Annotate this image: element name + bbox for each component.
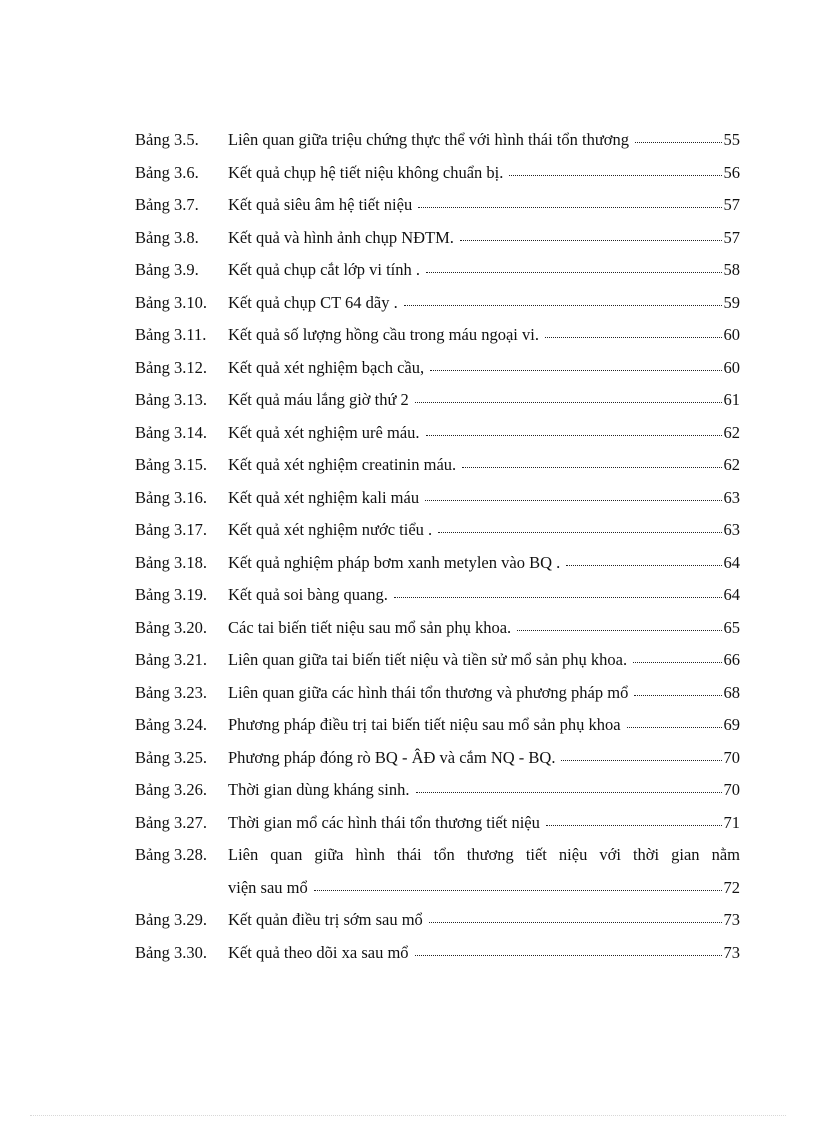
toc-page-number: 63 xyxy=(723,520,740,539)
toc-page-number: 66 xyxy=(723,650,740,669)
toc-label: Bảng 3.24. xyxy=(135,715,207,734)
toc-label: Bảng 3.12. xyxy=(135,357,207,377)
dot-leader xyxy=(394,596,722,598)
toc-label: Bảng 3.29. xyxy=(135,910,207,929)
dot-leader xyxy=(426,271,721,273)
toc-entry[interactable] xyxy=(135,717,740,750)
toc-label: Bảng 3.20. xyxy=(135,617,207,637)
toc-title: Kết quả xét nghiệm kali máu xyxy=(228,487,420,507)
toc-entry[interactable] xyxy=(135,197,740,230)
toc-label: Bảng 3.13. xyxy=(135,390,207,409)
toc-title: Kết quả theo dõi xa sau mổ xyxy=(228,942,409,962)
toc-entry[interactable] xyxy=(135,227,740,263)
toc-entry[interactable] xyxy=(135,942,740,978)
toc-entry[interactable] xyxy=(135,327,740,360)
toc-title: Kết quả và hình ảnh chụp NĐTM. xyxy=(228,227,454,247)
toc-page-number: 64 xyxy=(723,585,740,604)
toc-entry[interactable] xyxy=(135,782,740,815)
toc-label: Bảng 3.17. xyxy=(135,520,207,539)
toc-page-number: 73 xyxy=(723,910,740,929)
toc-entry[interactable] xyxy=(135,292,740,328)
toc-title: Kết quả số lượng hồng cầu trong máu ngoại vi. xyxy=(228,325,539,344)
toc-title: Thời gian dùng kháng sinh. xyxy=(228,780,410,799)
toc-title: Kết quả soi bàng quang. xyxy=(228,585,388,604)
toc-page-number: 57 xyxy=(723,227,740,247)
toc-title-continuation: viện sau mổ xyxy=(228,877,308,897)
dot-leader xyxy=(545,336,722,338)
toc-page-number: 56 xyxy=(723,162,740,182)
toc-label: Bảng 3.21. xyxy=(135,650,207,669)
toc-label: Bảng 3.27. xyxy=(135,812,207,832)
dot-leader xyxy=(462,466,721,468)
dot-leader xyxy=(429,921,722,923)
toc-entry[interactable] xyxy=(135,357,740,393)
dot-leader xyxy=(633,661,721,663)
toc-entry[interactable] xyxy=(135,652,740,685)
toc-title: Kết quả chụp cắt lớp vi tính . xyxy=(228,260,421,279)
toc-page-number: 72 xyxy=(723,877,740,897)
toc-entry[interactable] xyxy=(135,847,740,880)
toc-title: Liên quan giữa tai biến tiết niệu và tiền sử mổ sản phụ khoa. xyxy=(228,650,628,669)
toc-label: Bảng 3.19. xyxy=(135,585,207,604)
toc-page-number: 70 xyxy=(723,747,740,767)
dot-leader xyxy=(546,824,722,826)
toc-title: Phương pháp đóng rò BQ - ÂĐ và cắm NQ - BQ. xyxy=(228,747,556,767)
toc-entry[interactable] xyxy=(135,392,740,425)
toc-page-number: 60 xyxy=(723,357,740,377)
toc-label: Bảng 3.25. xyxy=(135,747,207,767)
toc-label: Bảng 3.16. xyxy=(135,487,207,507)
dot-leader xyxy=(404,304,722,306)
toc-entry[interactable] xyxy=(135,552,740,588)
toc-label: Bảng 3.9. xyxy=(135,260,199,279)
toc-title: Kết quả nghiệm pháp bơm xanh metylen vào BQ . xyxy=(228,552,561,572)
dot-leader xyxy=(635,141,721,143)
toc-page-number: 69 xyxy=(723,715,740,734)
toc-title: Kết quản điều trị sớm sau mổ xyxy=(228,910,423,929)
toc-label: Bảng 3.26. xyxy=(135,780,207,799)
toc-page-number: 63 xyxy=(723,487,740,507)
toc-title: Liên quan giữa triệu chứng thực thể với hình thái tổn thương xyxy=(228,130,630,149)
toc-page-number: 58 xyxy=(723,260,740,279)
toc-entry[interactable] xyxy=(135,587,740,620)
dot-leader xyxy=(509,174,721,176)
toc-page-number: 62 xyxy=(723,422,740,442)
toc-entry[interactable] xyxy=(135,682,740,718)
toc-title: Kết quả xét nghiệm nước tiểu . xyxy=(228,520,433,539)
dot-leader xyxy=(438,531,721,533)
toc-title: Kết quả xét nghiệm urê máu. xyxy=(228,422,420,442)
toc-entry[interactable] xyxy=(135,262,740,295)
toc-page-number: 73 xyxy=(723,942,740,962)
dot-leader xyxy=(415,954,722,956)
toc-label: Bảng 3.28. xyxy=(135,845,207,864)
toc-label: Bảng 3.15. xyxy=(135,455,207,474)
toc-title: Kết quả siêu âm hệ tiết niệu xyxy=(228,195,413,214)
toc-entry[interactable] xyxy=(135,747,740,783)
toc-entry[interactable] xyxy=(135,457,740,490)
toc-title: Liên quan giữa hình thái tổn thương tiết niệu với thời gian nằm xyxy=(228,845,740,864)
toc-entry[interactable] xyxy=(135,487,740,523)
toc-page-number: 57 xyxy=(723,195,740,214)
toc-page-number: 70 xyxy=(723,780,740,799)
dot-leader xyxy=(634,694,721,696)
dot-leader xyxy=(430,369,721,371)
toc-label: Bảng 3.5. xyxy=(135,130,199,149)
dot-leader xyxy=(627,726,722,728)
toc-entry[interactable] xyxy=(135,162,740,198)
dot-leader xyxy=(416,791,722,793)
toc-label: Bảng 3.10. xyxy=(135,292,207,312)
toc-entry[interactable] xyxy=(135,912,740,945)
toc-title: Kết quả xét nghiệm bạch cầu, xyxy=(228,357,425,377)
toc-title: Liên quan giữa các hình thái tổn thương và phương pháp mổ xyxy=(228,682,629,702)
toc-page-number: 65 xyxy=(723,617,740,637)
toc-page-number: 61 xyxy=(723,390,740,409)
dot-leader xyxy=(418,206,721,208)
table-of-contents xyxy=(135,132,740,977)
dot-leader xyxy=(561,759,721,761)
toc-label: Bảng 3.23. xyxy=(135,682,207,702)
toc-title: Kết quả chụp hệ tiết niệu không chuẩn bị. xyxy=(228,162,504,182)
toc-page-number: 64 xyxy=(723,552,740,572)
toc-title: Phương pháp điều trị tai biến tiết niệu sau mổ sản phụ khoa xyxy=(228,715,621,734)
toc-page-number: 71 xyxy=(723,812,740,832)
toc-entry-continuation[interactable] xyxy=(135,877,740,913)
dot-leader xyxy=(517,629,721,631)
page-bottom-border xyxy=(30,1115,786,1116)
dot-leader xyxy=(425,499,721,501)
toc-label: Bảng 3.7. xyxy=(135,195,199,214)
toc-entry[interactable] xyxy=(135,422,740,458)
toc-page-number: 59 xyxy=(723,292,740,312)
toc-label: Bảng 3.30. xyxy=(135,942,207,962)
toc-entry[interactable] xyxy=(135,522,740,555)
toc-label: Bảng 3.6. xyxy=(135,162,199,182)
toc-label: Bảng 3.11. xyxy=(135,325,207,344)
toc-page-number: 60 xyxy=(723,325,740,344)
toc-title: Các tai biến tiết niệu sau mổ sản phụ khoa. xyxy=(228,617,512,637)
dot-leader xyxy=(415,401,722,403)
toc-title: Kết quả xét nghiệm creatinin máu. xyxy=(228,455,457,474)
toc-page-number: 68 xyxy=(723,682,740,702)
toc-label: Bảng 3.18. xyxy=(135,552,207,572)
dot-leader xyxy=(426,434,722,436)
toc-label: Bảng 3.14. xyxy=(135,422,207,442)
toc-title: Thời gian mổ các hình thái tổn thương tiết niệu xyxy=(228,812,540,832)
toc-entry[interactable] xyxy=(135,132,740,165)
toc-entry[interactable] xyxy=(135,617,740,653)
toc-entry[interactable] xyxy=(135,812,740,848)
toc-label: Bảng 3.8. xyxy=(135,227,199,247)
dot-leader xyxy=(460,239,722,241)
toc-page-number: 55 xyxy=(723,130,740,149)
dot-leader xyxy=(566,564,721,566)
toc-page-number: 62 xyxy=(723,455,740,474)
toc-title: Kết quả chụp CT 64 dãy . xyxy=(228,292,398,312)
toc-title: Kết quả máu lắng giờ thứ 2 xyxy=(228,390,409,409)
dot-leader xyxy=(314,889,722,891)
